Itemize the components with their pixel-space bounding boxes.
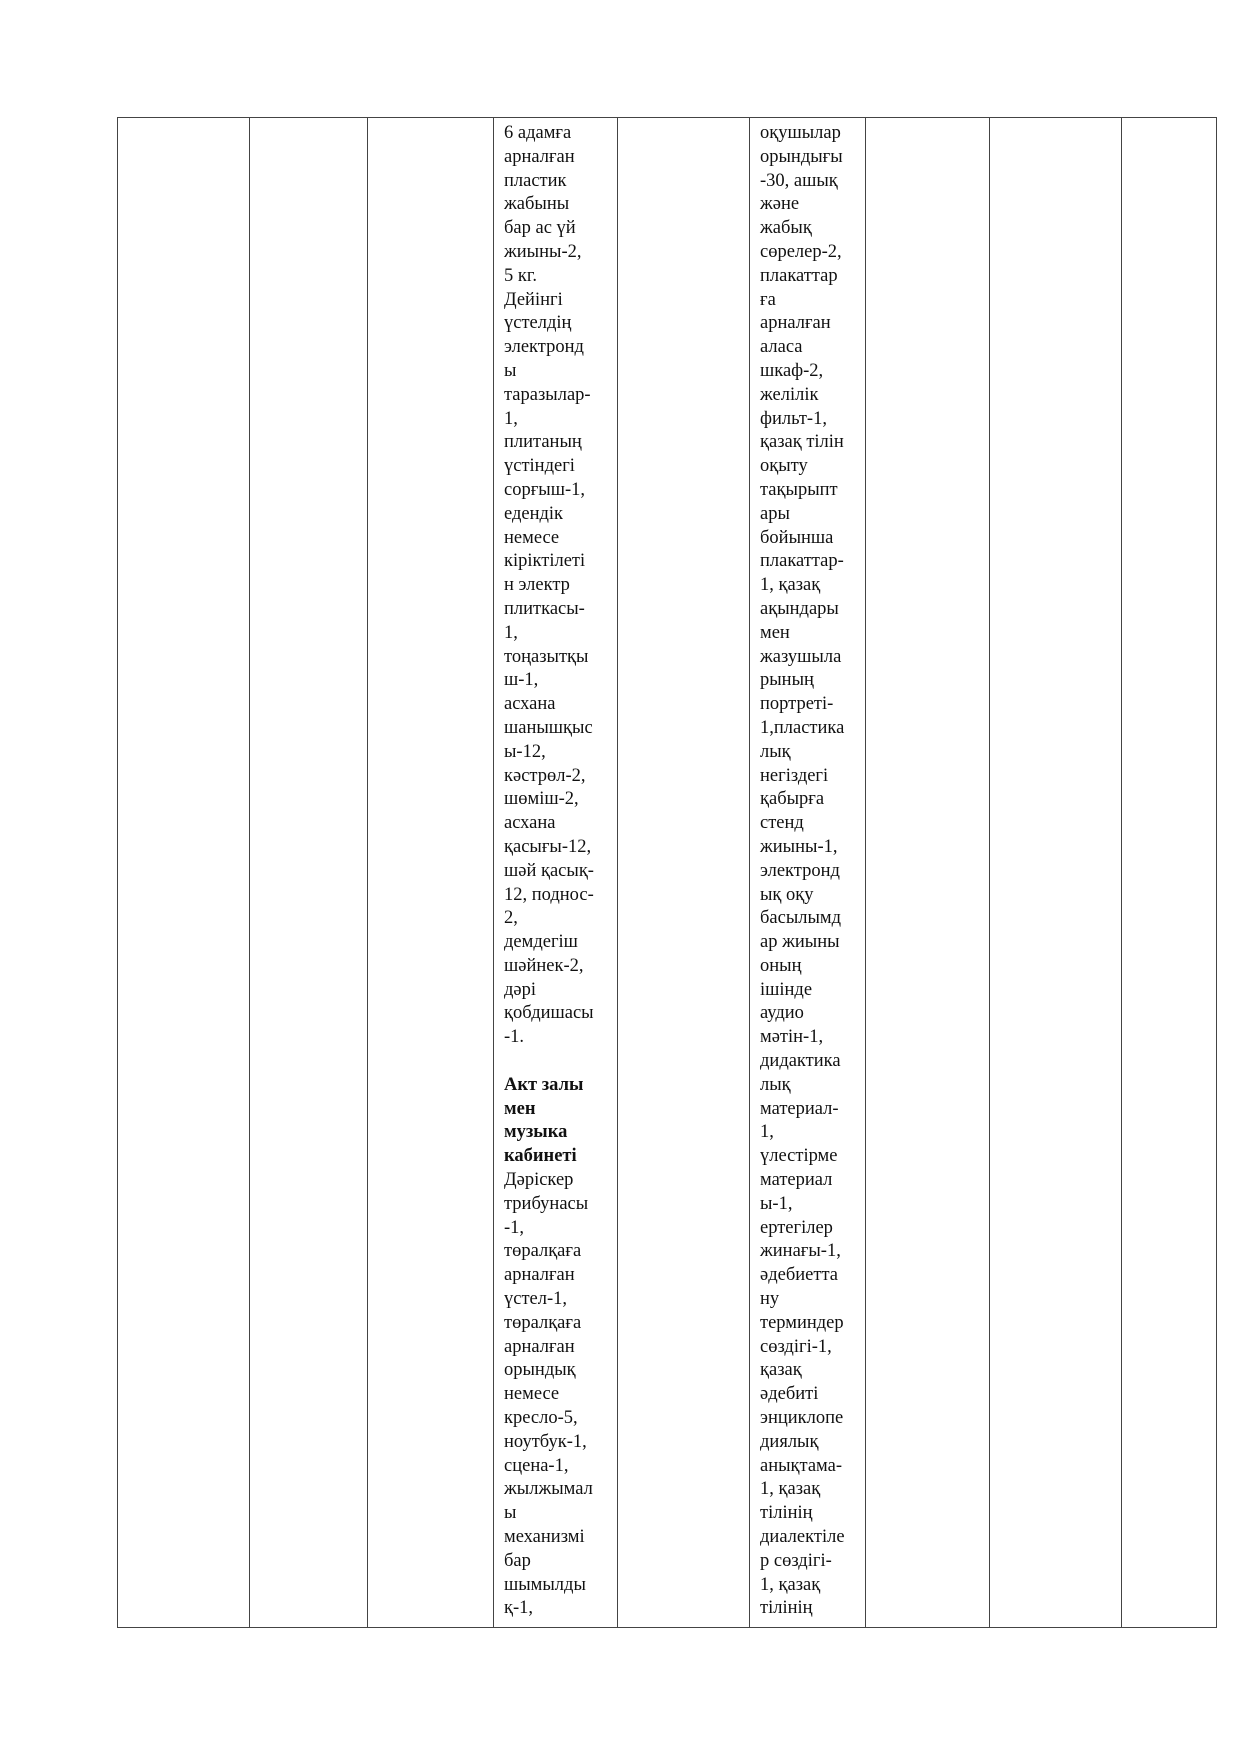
text-line: мен	[760, 622, 790, 643]
text-line: жинағы-1,	[760, 1241, 841, 1262]
text-line: плакаттар	[760, 265, 838, 286]
table-cell-col1	[118, 118, 250, 1628]
text-line: аласа	[760, 337, 803, 358]
text-line: -1.	[504, 1027, 525, 1048]
table-cell-col8	[990, 118, 1122, 1628]
text-line: электронд	[504, 337, 584, 358]
assembly-hall-equipment-list	[504, 1169, 611, 1621]
text-line: кресло-5,	[504, 1408, 578, 1429]
text-line: механизмі	[504, 1527, 585, 1548]
text-line: қазақ	[760, 1360, 802, 1381]
text-line: қазақ тілін	[760, 432, 844, 453]
table-cell-col3	[368, 118, 494, 1628]
text-line: мен	[504, 1098, 536, 1119]
text-line: Дәріскер	[504, 1170, 574, 1191]
text-line: асхана	[504, 813, 556, 834]
text-line: бойынша	[760, 527, 834, 548]
text-line: анықтама-	[760, 1455, 843, 1476]
text-line: трибунасы	[504, 1193, 589, 1214]
text-line: немесе	[504, 527, 560, 548]
text-line: электронд	[760, 860, 840, 881]
text-line: тілінің	[760, 1503, 813, 1524]
text-line: 1,	[504, 408, 518, 429]
text-line: үстіндегі	[504, 456, 575, 477]
text-line: асхана	[504, 694, 556, 715]
text-line: диялық	[760, 1431, 819, 1452]
text-line: үстелдің	[504, 313, 572, 334]
text-line: жазушыла	[760, 646, 842, 667]
text-line: 2,	[504, 908, 518, 929]
text-line: аудио	[760, 1003, 804, 1024]
text-line: шәйнек-2,	[504, 955, 584, 976]
text-line: 1,	[760, 1122, 774, 1143]
text-line: кабинеті	[504, 1146, 577, 1167]
text-line: әдебиетта	[760, 1265, 838, 1286]
text-line: ақындары	[760, 598, 839, 619]
text-line: плакаттар-	[760, 551, 844, 572]
text-line: қ-1,	[504, 1598, 534, 1619]
text-line: жиыны-2,	[504, 241, 582, 262]
kitchen-equipment-list	[504, 122, 611, 1050]
text-line: сөрелер-2,	[760, 241, 842, 262]
text-line: оқыту	[760, 456, 808, 477]
text-line: бар ас үй	[504, 218, 576, 239]
text-line: 6 адамға	[504, 123, 572, 143]
text-line: оқушылар	[760, 123, 841, 143]
text-line: төралқаға	[504, 1312, 582, 1333]
text-line: музыка	[504, 1122, 568, 1143]
text-line: лық	[760, 1074, 791, 1095]
text-line: орындығы	[760, 146, 843, 167]
text-line: -30, ашық	[760, 170, 838, 191]
equipment-table	[117, 117, 1217, 1628]
text-line: желілік	[760, 384, 819, 405]
section-heading-assembly-hall	[504, 1074, 611, 1169]
text-line: ға	[760, 289, 776, 310]
text-line: -1,	[504, 1217, 525, 1238]
text-line: және	[760, 194, 800, 215]
text-line: қабырға	[760, 789, 825, 810]
text-line: плиткасы-	[504, 598, 585, 619]
text-line: шкаф-2,	[760, 360, 824, 381]
table-row	[118, 118, 1217, 1628]
blank-line	[504, 1050, 611, 1074]
text-line: жабыны	[504, 194, 570, 215]
text-line: әдебиті	[760, 1384, 819, 1405]
text-line: кіріктілеті	[504, 551, 586, 572]
text-line: 1, қазақ	[760, 1479, 821, 1500]
text-line: арналған	[504, 1265, 575, 1286]
text-line: ертегілер	[760, 1217, 833, 1238]
text-line: жылжымал	[504, 1479, 593, 1500]
text-line: ноутбук-1,	[504, 1431, 587, 1452]
text-line: сцена-1,	[504, 1455, 569, 1476]
equipment-list-text	[494, 118, 617, 1621]
table-cell-col7	[866, 118, 990, 1628]
text-line: ы-12,	[504, 741, 546, 762]
text-line: сөздігі-1,	[760, 1336, 832, 1357]
table-cell-col6	[750, 118, 866, 1628]
text-line: материал	[760, 1170, 833, 1191]
text-line: р сөздігі-	[760, 1550, 832, 1571]
classroom-equipment-list	[750, 118, 865, 1621]
text-line: ш-1,	[504, 670, 539, 691]
table-cell-col2	[250, 118, 368, 1628]
text-line: арналған	[760, 313, 831, 334]
text-line: Акт залы	[504, 1074, 584, 1095]
text-line: 1, қазақ	[760, 575, 821, 596]
table-cell-col9	[1122, 118, 1217, 1628]
table-cell-col4	[494, 118, 618, 1628]
text-line: арналған	[504, 1336, 575, 1357]
text-line: ы	[504, 360, 517, 381]
text-line: шанышқыс	[504, 717, 593, 738]
text-line: қасығы-12,	[504, 836, 592, 857]
text-line: лық	[760, 741, 791, 762]
text-line: плитаның	[504, 432, 582, 453]
text-line: портреті-	[760, 694, 834, 715]
text-line: ық оқу	[760, 884, 814, 905]
text-line: жиыны-1,	[760, 836, 838, 857]
text-line: диалектіле	[760, 1527, 845, 1548]
text-line: стенд	[760, 813, 804, 834]
text-line: ы-1,	[760, 1193, 793, 1214]
text-line: орындық	[504, 1360, 576, 1381]
text-line: ішінде	[760, 979, 813, 1000]
text-line: рының	[760, 670, 814, 691]
text-line: бар	[504, 1550, 531, 1571]
text-line: шөміш-2,	[504, 789, 579, 810]
text-line: кәстрөл-2,	[504, 765, 586, 786]
text-line: материал-	[760, 1098, 839, 1119]
text-line: дәрі	[504, 979, 537, 1000]
text-line: 1, қазақ	[760, 1574, 821, 1595]
text-line: пластик	[504, 170, 567, 191]
text-line: негіздегі	[760, 765, 829, 786]
text-line: ну	[760, 1289, 780, 1310]
text-line: немесе	[504, 1384, 560, 1405]
text-line: тақырыпт	[760, 479, 838, 500]
text-line: едендік	[504, 503, 564, 524]
text-line: сорғыш-1,	[504, 479, 586, 500]
text-line: оның	[760, 955, 802, 976]
text-line: тоңазытқы	[504, 646, 589, 667]
table-cell-col5	[618, 118, 750, 1628]
text-line: ары	[760, 503, 790, 524]
text-line: 12, поднос-	[504, 884, 594, 905]
text-line: ы	[504, 1503, 517, 1524]
text-line: 1,пластика	[760, 717, 845, 738]
text-line: басылымд	[760, 908, 842, 929]
text-line: н электр	[504, 575, 570, 596]
text-line: ар жиыны	[760, 932, 840, 953]
text-line: шәй қасық-	[504, 860, 594, 881]
text-line: 1,	[504, 622, 518, 643]
text-line: таразылар-	[504, 384, 591, 405]
text-line: қобдишасы	[504, 1003, 594, 1024]
text-line: арналған	[504, 146, 575, 167]
text-line: демдегіш	[504, 932, 578, 953]
text-line: төралқаға	[504, 1241, 582, 1262]
text-line: мәтін-1,	[760, 1027, 824, 1048]
text-line: фильт-1,	[760, 408, 827, 429]
text-line: үстел-1,	[504, 1289, 568, 1310]
text-line: тілінің	[760, 1598, 813, 1619]
text-line: жабық	[760, 218, 812, 239]
text-line: энциклопе	[760, 1408, 844, 1429]
text-line: 5 кг.	[504, 265, 537, 286]
text-line: терминдер	[760, 1312, 844, 1333]
text-line: Дейінгі	[504, 289, 563, 310]
text-line: шымылды	[504, 1574, 586, 1595]
text-line: үлестірме	[760, 1146, 838, 1167]
text-line: дидактика	[760, 1051, 841, 1072]
